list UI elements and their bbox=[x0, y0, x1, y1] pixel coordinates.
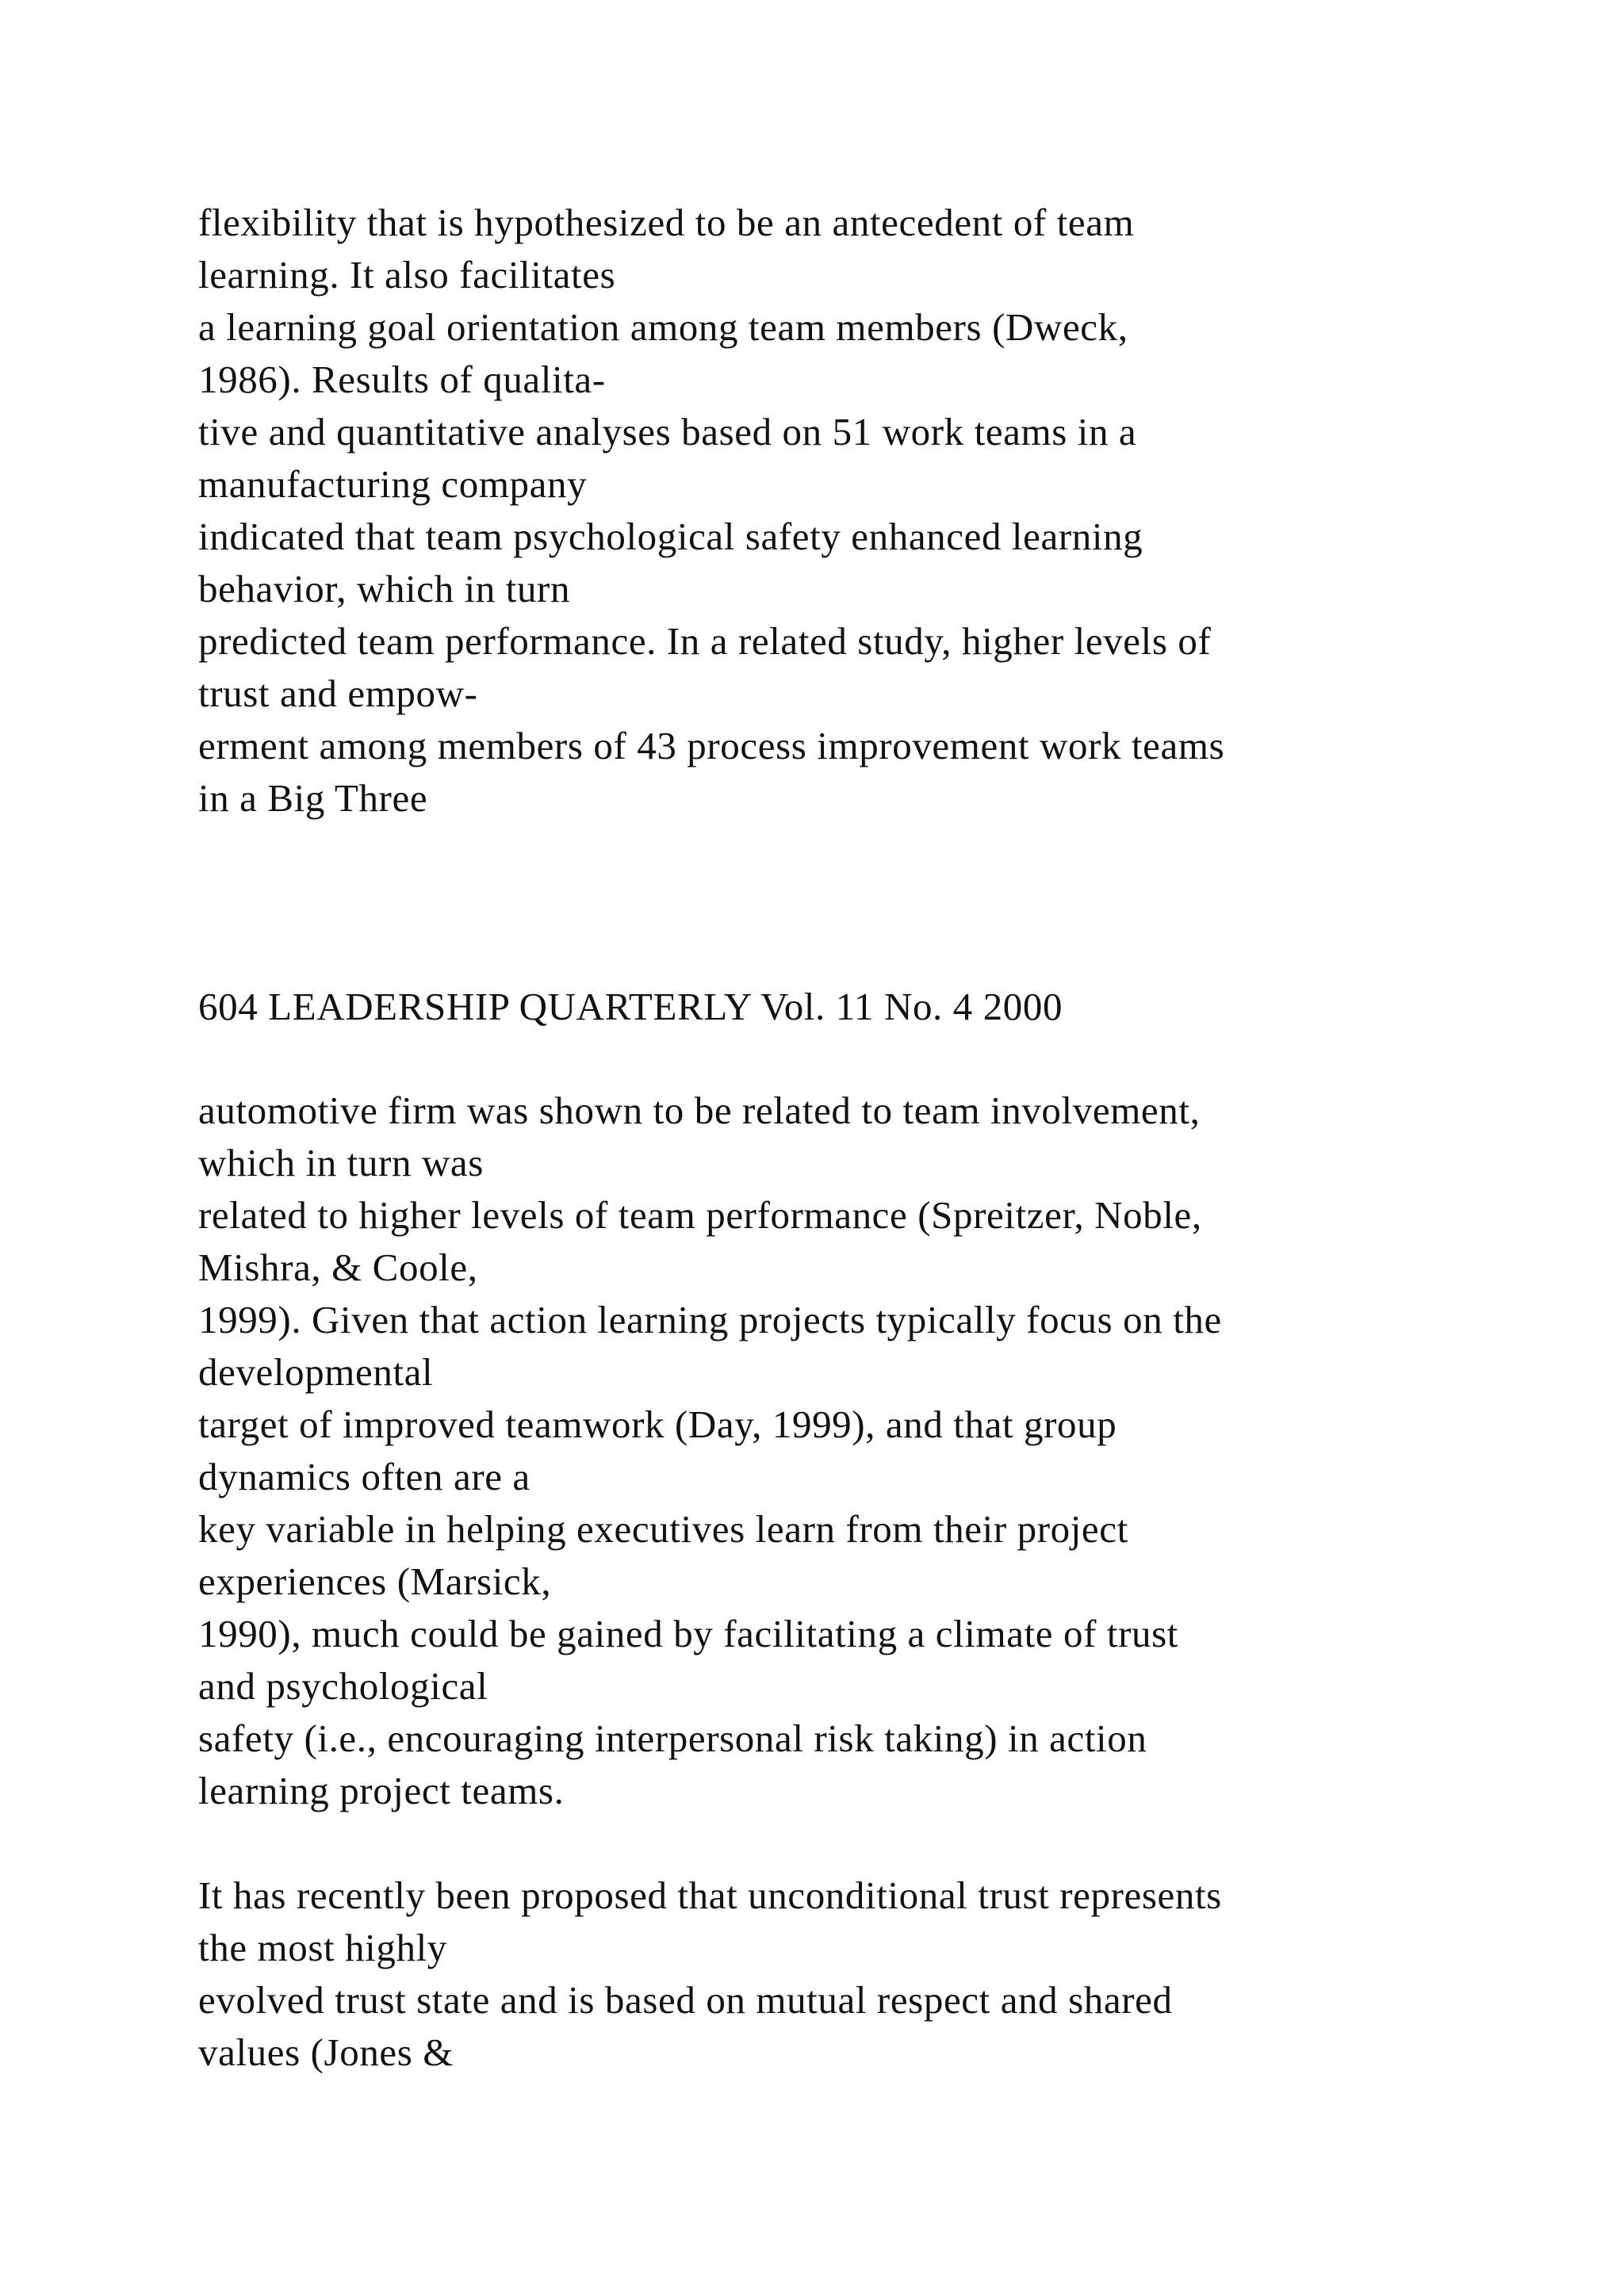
text-line: and psychological bbox=[198, 1664, 488, 1708]
text-line: 1990), much could be gained by facilitating a climate of trust bbox=[198, 1612, 1178, 1655]
text-line: a learning goal orientation among team members (Dweck, bbox=[198, 305, 1128, 349]
text-line: developmental bbox=[198, 1350, 434, 1394]
paragraph bbox=[198, 1085, 1594, 1817]
text-line: safety (i.e., encouraging interpersonal risk taking) in action bbox=[198, 1716, 1147, 1760]
text-line: key variable in helping executives learn from their project bbox=[198, 1507, 1128, 1551]
text-line: learning. It also facilitates bbox=[198, 253, 616, 297]
text-line: related to higher levels of team performance (Spreitzer, Noble, bbox=[198, 1193, 1202, 1237]
text-line: the most highly bbox=[198, 1926, 447, 1969]
text-line: tive and quantitative analyses based on 51 work teams in a bbox=[198, 410, 1137, 453]
text-line: indicated that team psychological safety enhanced learning bbox=[198, 515, 1143, 558]
text-line: automotive firm was shown to be related to team involvement, bbox=[198, 1089, 1201, 1132]
running-header bbox=[198, 981, 1594, 1033]
text-line: trust and empow- bbox=[198, 672, 478, 715]
paragraph-continued bbox=[198, 197, 1594, 825]
text-line: which in turn was bbox=[198, 1141, 484, 1184]
text-line: It has recently been proposed that unconditional trust represents bbox=[198, 1873, 1222, 1917]
text-line: flexibility that is hypothesized to be an antecedent of team bbox=[198, 201, 1135, 244]
text-line: target of improved teamwork (Day, 1999), and that group bbox=[198, 1402, 1117, 1446]
text-line: evolved trust state and is based on mutual respect and shared bbox=[198, 1978, 1173, 2022]
text-line: learning project teams. bbox=[198, 1769, 565, 1812]
text-line: erment among members of 43 process improvement work teams bbox=[198, 724, 1225, 767]
text-line: manufacturing company bbox=[198, 462, 588, 506]
text-line: behavior, which in turn bbox=[198, 567, 571, 610]
text-line: in a Big Three bbox=[198, 776, 428, 820]
text-line: 1986). Results of qualita- bbox=[198, 358, 606, 401]
text-line: Mishra, & Coole, bbox=[198, 1246, 478, 1289]
paragraph bbox=[198, 1869, 1594, 2079]
text-line: 1999). Given that action learning projects typically focus on the bbox=[198, 1298, 1222, 1341]
running-header-text: 604 LEADERSHIP QUARTERLY Vol. 11 No. 4 2000 bbox=[198, 985, 1063, 1028]
text-line: dynamics often are a bbox=[198, 1455, 530, 1498]
text-line: predicted team performance. In a related study, higher levels of bbox=[198, 619, 1212, 663]
text-line: experiences (Marsick, bbox=[198, 1559, 552, 1603]
text-line: values (Jones & bbox=[198, 2030, 454, 2074]
